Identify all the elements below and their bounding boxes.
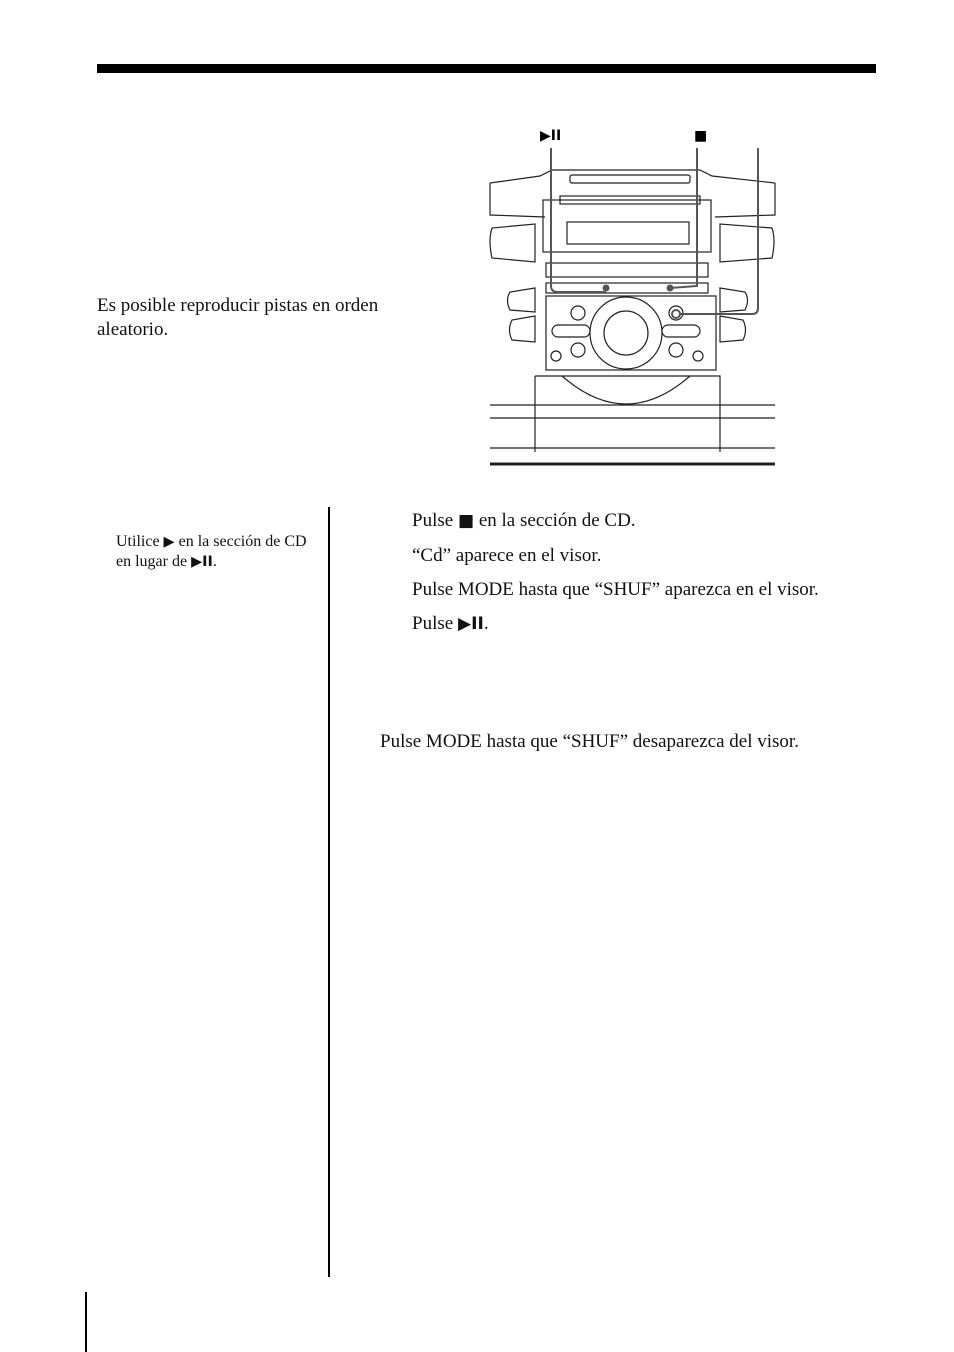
play-icon: ▶ (163, 534, 175, 550)
page-edge-mark (85, 1292, 87, 1352)
stop-icon: ■ (457, 511, 475, 531)
play-pause-icon: ▶II (457, 614, 484, 634)
column-divider (328, 507, 330, 1277)
stop-label: ■ (694, 128, 708, 144)
step-1: Pulse ■ en la sección de CD. (412, 510, 636, 531)
stereo-body (490, 170, 775, 464)
play-pause-label: ▶II (540, 128, 562, 144)
play-pause-icon: ▶II (191, 554, 213, 570)
step-3: Pulse ▶II. (412, 613, 489, 634)
step-1-result: “Cd” aparece en el visor. (412, 545, 602, 566)
header-rule (97, 64, 876, 73)
stereo-illustration (486, 120, 778, 472)
step-2: Pulse MODE hasta que “SHUF” aparezca en el visor. (412, 579, 819, 600)
intro-paragraph: Es posible reproducir pistas en orden aleatorio. (97, 295, 379, 340)
sidebar-note: Utilice ▶ en la sección de CD en lugar de ▶II. (116, 533, 307, 570)
steps-list (412, 509, 872, 636)
cancel-instruction: Pulse MODE hasta que “SHUF” desaparezca del visor. (380, 731, 799, 752)
